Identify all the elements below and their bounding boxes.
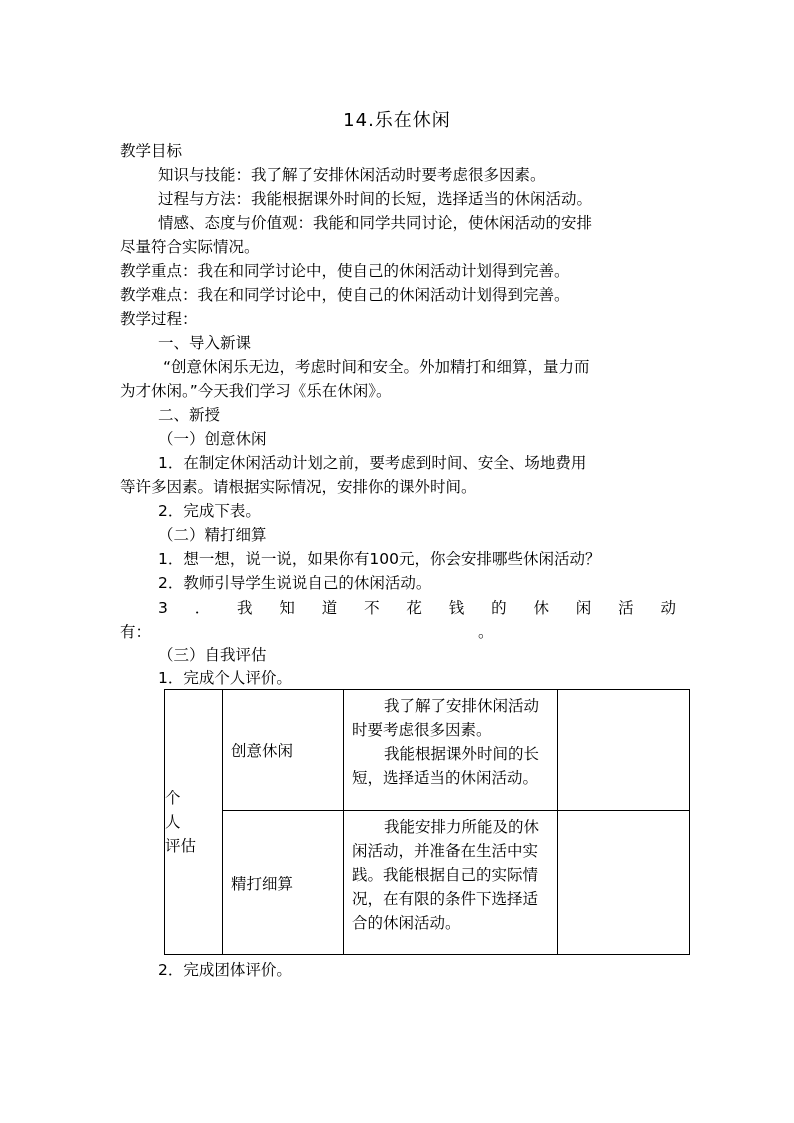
- part2-item3-line2: 有：: [120, 623, 152, 641]
- char: 花: [406, 599, 422, 617]
- char: 闲: [575, 599, 592, 617]
- part2-item3-line1: [158, 596, 676, 620]
- part2-item3-end: 。: [478, 623, 494, 641]
- part3-heading: （三）自我评估: [158, 646, 267, 664]
- score-cell[interactable]: [558, 690, 690, 811]
- part1-item1-line2: 等许多因素。请根据实际情况，安排你的课外时间。: [120, 478, 477, 496]
- char: 知: [279, 599, 295, 617]
- category-label-line2: 评估: [165, 837, 197, 855]
- char: ．: [194, 599, 211, 617]
- char: 钱: [448, 599, 465, 617]
- table-row: [165, 690, 690, 811]
- part3-item1: 1．完成个人评价。: [158, 669, 292, 687]
- evaluation-table: [164, 689, 690, 955]
- process-heading: 教学过程：: [120, 310, 198, 328]
- part2-item1: 1．想一想，说一说，如果你有100元，你会安排哪些休闲活动？: [158, 550, 601, 568]
- char: 休: [533, 599, 549, 617]
- char: 动: [660, 599, 676, 617]
- aspect-cell: 创意休闲: [223, 690, 344, 811]
- part1-item2: 2．完成下表。: [158, 502, 261, 520]
- part2-item2: 2．教师引导学生说说自己的休闲活动。: [158, 574, 432, 592]
- table-row: [165, 811, 690, 955]
- category-label-line1: 个 人: [165, 789, 195, 831]
- goal-emotion-line2: 尽量符合实际情况。: [120, 238, 260, 256]
- part3-item2: 2．完成团体评价。: [158, 961, 292, 979]
- char: 的: [491, 599, 507, 617]
- goal-emotion-line1: 情感、态度与价值观：我能和同学共同讨论，使休闲活动的安排: [158, 214, 593, 232]
- key-point: 教学重点：我在和同学讨论中，使自己的休闲活动计划得到完善。: [120, 262, 570, 280]
- description-paragraph: 我了解了安排休闲活动时要考虑很多因素。: [352, 697, 540, 739]
- char: 3: [158, 599, 168, 617]
- lesson-title: 14.乐在休闲: [343, 110, 451, 131]
- char: 道: [321, 599, 338, 617]
- category-cell: [165, 690, 223, 955]
- aspect-cell: 精打细算: [223, 811, 344, 955]
- section1-line2: 为才休闲。”今天我们学习《乐在休闲》。: [120, 382, 392, 400]
- goal-knowledge: 知识与技能：我了解了安排休闲活动时要考虑很多因素。: [158, 166, 546, 184]
- description-paragraph: 我能根据课外时间的长短，选择适当的休闲活动。: [352, 745, 540, 787]
- goals-heading: 教学目标: [120, 142, 183, 160]
- char: 我: [237, 599, 253, 617]
- description-cell: [344, 690, 558, 811]
- difficult-point: 教学难点：我在和同学讨论中，使自己的休闲活动计划得到完善。: [120, 286, 570, 304]
- section2-heading: 二、新授: [158, 406, 221, 424]
- char: 不: [364, 599, 380, 617]
- section1-line1: “创意休闲乐无边，考虑时间和安全。外加精打和细算，量力而: [163, 358, 590, 376]
- description-cell: [344, 811, 558, 955]
- part2-heading: （二）精打细算: [158, 526, 267, 544]
- description-paragraph: 我能安排力所能及的休闲活动，并准备在生活中实践。我能根据自己的实际情况，在有限的条件下选择适合的休闲活动。: [352, 818, 540, 932]
- section1-heading: 一、导入新课: [158, 334, 252, 352]
- char: 活: [618, 599, 634, 617]
- score-cell[interactable]: [558, 811, 690, 955]
- part1-heading: （一）创意休闲: [158, 430, 267, 448]
- goal-process: 过程与方法：我能根据课外时间的长短，选择适当的休闲活动。: [158, 190, 593, 208]
- part1-item1-line1: 1．在制定休闲活动计划之前，要考虑到时间、安全、场地费用: [158, 454, 587, 472]
